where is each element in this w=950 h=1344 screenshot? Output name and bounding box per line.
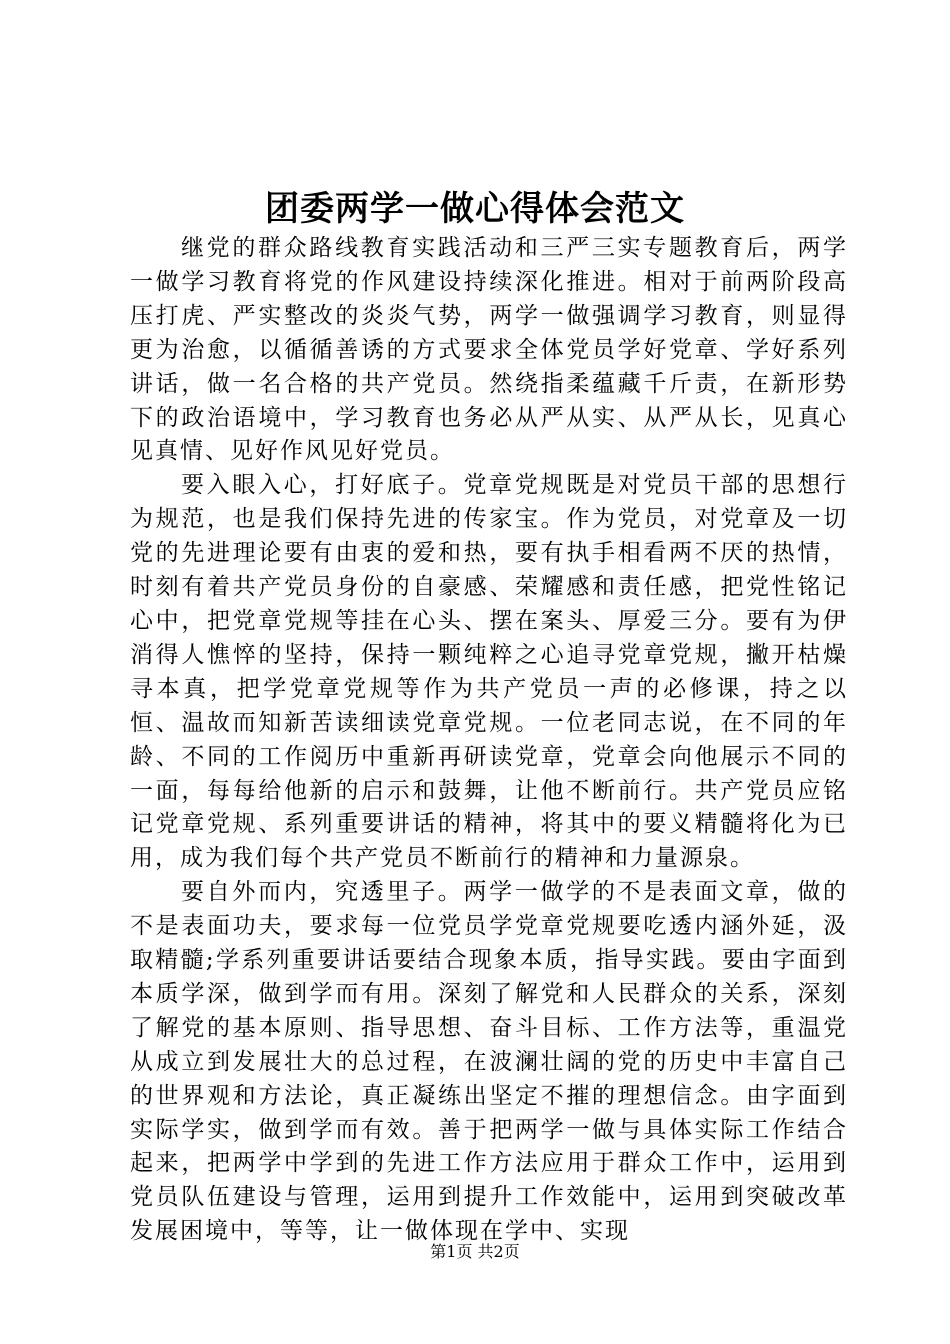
paragraph-3: 要自外而内，究透里子。两学一做学的不是表面文章，做的不是表面功夫，要求每一位党员学党章党规要吃透内涵外延，汲取精髓;学系列重要讲话要结合现象本质，指导实践。要由字面到本质学深，做到学而有用。深刻了解党和人民群众的关系，深刻了解党的基本原则、指导思想、奋斗目标、工作方法等，重温党从成立到发展壮大的总过程，在波澜壮阔的党的历史中丰富自己的世界观和方法论，真正凝练出坚定不摧的理想信念。由字面到实际学实，做到学而有效。善于把两学一做与具体实际工作结合起来，把两学中学到的先进工作方法应用于群众工作中，运用到党员队伍建设与管理，运用到提升工作效能中，运用到突破改革发展困境中，等等，让一做体现在学中、实现 [130, 879, 848, 1245]
paragraph-1: 继党的群众路线教育实践活动和三严三实专题教育后，两学一做学习教育将党的作风建设持续深化推进。相对于前两阶段高压打虎、严实整改的炎炎气势，两学一做强调学习教育，则显得更为治愈，以循循善诱的方式要求全体党员学好党章、学好系列讲话，做一名合格的共产党员。然绕指柔蕴藏千斤责，在新形势下的政治语境中，学习教育也务必从严从实、从严从长，见真心见真情、见好作风见好党员。 [130, 235, 848, 465]
document-body [130, 232, 848, 1249]
paragraph-2: 要入眼入心，打好底子。党章党规既是对党员干部的思想行为规范，也是我们保持先进的传家宝。作为党员，对党章及一切党的先进理论要有由衷的爱和热，要有执手相看两不厌的热情，时刻有着共产党员身份的自豪感、荣耀感和责任感，把党性铭记心中，把党章党规等挂在心头、摆在案头、厚爱三分。要有为伊消得人憔悴的坚持，保持一颗纯粹之心追寻党章党规，撇开枯燥寻本真，把学党章党规等作为共产党员一声的必修课，持之以恒、温故而知新苦读细读党章党规。一位老同志说，在不同的年龄、不同的工作阅历中重新再研读党章，党章会向他展示不同的一面，每每给他新的启示和鼓舞，让他不断前行。共产党员应铭记党章党规、系列重要讲话的精神，将其中的要义精髓将化为已用，成为我们每个共产党员不断前行的精神和力量源泉。 [130, 472, 848, 872]
document-title: 团委两学一做心得体会范文 [265, 189, 685, 229]
page-number-footer: 第1页 共2页 [430, 1242, 520, 1261]
